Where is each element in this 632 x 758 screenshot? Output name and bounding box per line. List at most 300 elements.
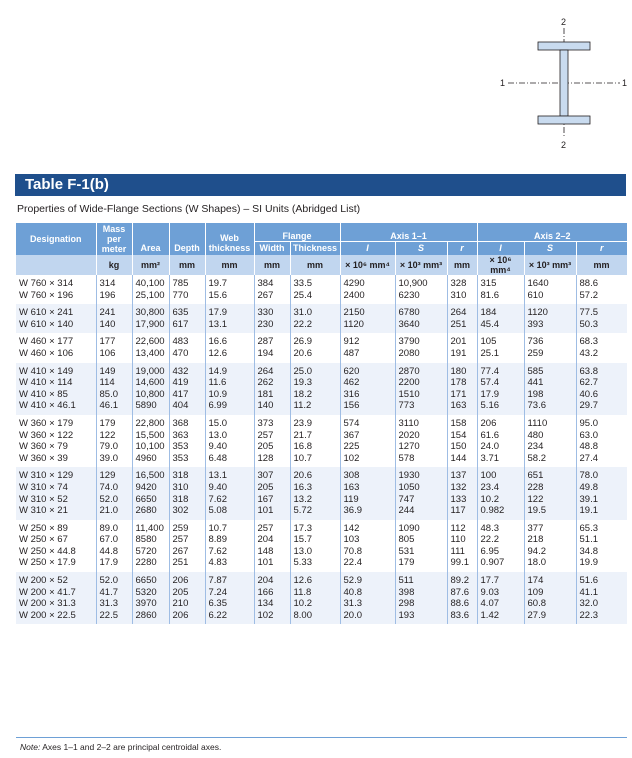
cell-S1 <box>395 520 447 572</box>
value-I1: 308 <box>343 470 360 482</box>
value-r2: 39.1 <box>579 493 599 505</box>
value-web: 9.40 <box>208 481 227 493</box>
cell-r1 <box>447 520 477 572</box>
table-row-group <box>16 415 627 467</box>
cell-thickness <box>290 572 340 624</box>
value-width: 264 <box>257 365 274 377</box>
value-area: 2680 <box>135 505 157 517</box>
value-thickness: 25.0 <box>293 365 312 377</box>
value-I1: 367 <box>343 429 360 441</box>
value-web: 4.83 <box>208 557 227 569</box>
value-web: 7.24 <box>208 586 227 598</box>
value-S1: 6780 <box>398 307 420 319</box>
cell-depth <box>169 572 205 624</box>
value-S2: 174 <box>527 575 544 587</box>
value-depth: 310 <box>172 481 189 493</box>
value-width: 194 <box>257 347 274 359</box>
axis-label-2-bottom: 2 <box>561 140 567 150</box>
value-S2: 259 <box>527 347 544 359</box>
cell-depth <box>169 520 205 572</box>
value-area: 17,900 <box>135 318 165 330</box>
value-area: 14,600 <box>135 377 165 389</box>
cell-designation <box>16 415 96 467</box>
value-I2: 61.6 <box>480 429 500 441</box>
value-r2: 43.2 <box>579 347 599 359</box>
value-mass: 52.0 <box>99 493 118 505</box>
unit-width: mm <box>254 255 290 275</box>
value-I1: 2400 <box>343 289 365 301</box>
value-I2: 6.95 <box>480 545 500 557</box>
cell-mass <box>96 363 132 415</box>
value-I2: 81.6 <box>480 289 500 301</box>
value-I1: 70.8 <box>343 545 363 557</box>
value-I2: 100 <box>480 470 497 482</box>
value-I2: 17.7 <box>480 575 500 587</box>
value-S1: 298 <box>398 598 415 610</box>
cell-I2 <box>477 363 524 415</box>
value-r1: 163 <box>450 400 467 412</box>
value-S1: 2020 <box>398 429 420 441</box>
value-S1: 2080 <box>398 347 420 359</box>
value-mass: 17.9 <box>99 557 118 569</box>
cell-I1 <box>340 304 395 333</box>
value-width: 148 <box>257 545 274 557</box>
value-web: 9.40 <box>208 441 227 453</box>
value-I2: 22.2 <box>480 534 500 546</box>
value-depth: 353 <box>172 441 189 453</box>
value-thickness: 31.0 <box>293 307 312 319</box>
value-width: 205 <box>257 441 274 453</box>
value-width: 204 <box>257 534 274 546</box>
value-thickness: 12.6 <box>293 575 312 587</box>
cell-I2 <box>477 520 524 572</box>
value-designation: W 360 × 122 <box>19 429 74 441</box>
cell-web <box>205 415 254 467</box>
cell-depth <box>169 415 205 467</box>
value-width: 181 <box>257 388 274 400</box>
unit-r2: mm <box>576 255 627 275</box>
cell-web <box>205 467 254 519</box>
value-depth: 617 <box>172 318 189 330</box>
value-designation: W 410 × 85 <box>19 388 68 400</box>
cell-S2 <box>524 275 576 304</box>
table-row-group <box>16 363 627 415</box>
value-depth: 417 <box>172 388 189 400</box>
value-depth: 483 <box>172 336 189 348</box>
header-S-axis2: S <box>524 242 576 256</box>
value-S1: 578 <box>398 452 415 464</box>
value-I1: 574 <box>343 417 360 429</box>
cell-mass <box>96 467 132 519</box>
value-r1: 251 <box>450 318 467 330</box>
value-web: 14.9 <box>208 365 227 377</box>
value-width: 128 <box>257 452 274 464</box>
value-S2: 1110 <box>527 417 548 429</box>
value-r1: 99.1 <box>450 557 470 569</box>
cell-I2 <box>477 467 524 519</box>
value-I1: 462 <box>343 377 360 389</box>
value-area: 15,500 <box>135 429 165 441</box>
value-mass: 89.0 <box>99 522 118 534</box>
value-web: 13.1 <box>208 470 227 482</box>
cell-area <box>132 275 169 304</box>
value-web: 6.22 <box>208 609 227 621</box>
value-designation: W 760 × 196 <box>19 289 74 301</box>
value-r1: 310 <box>450 289 467 301</box>
value-depth: 635 <box>172 307 189 319</box>
cell-width <box>254 520 290 572</box>
value-r1: 178 <box>450 377 467 389</box>
cell-width <box>254 415 290 467</box>
value-I2: 10.2 <box>480 493 500 505</box>
cell-S1 <box>395 275 447 304</box>
value-r2: 40.6 <box>579 388 599 400</box>
table-subtitle: Properties of Wide-Flange Sections (W Shapes) – SI Units (Abridged List) <box>17 203 361 215</box>
table-row-group <box>16 304 627 333</box>
value-S1: 398 <box>398 586 415 598</box>
value-depth: 251 <box>172 557 189 569</box>
value-S2: 19.5 <box>527 505 547 517</box>
value-r1: 201 <box>450 336 467 348</box>
value-r2: 27.4 <box>579 452 599 464</box>
value-width: 204 <box>257 575 274 587</box>
value-area: 5890 <box>135 400 157 412</box>
value-thickness: 13.0 <box>293 545 312 557</box>
value-area: 13,400 <box>135 347 165 359</box>
value-r2: 50.3 <box>579 318 599 330</box>
value-S1: 3110 <box>398 417 419 429</box>
value-depth: 206 <box>172 575 189 587</box>
value-mass: 46.1 <box>99 400 118 412</box>
value-I1: 225 <box>343 441 360 453</box>
value-area: 19,000 <box>135 365 165 377</box>
value-S2: 610 <box>527 289 544 301</box>
header-web-line: Web <box>220 233 239 243</box>
value-web: 5.08 <box>208 505 227 517</box>
value-S2: 27.9 <box>527 609 547 621</box>
value-mass: 22.5 <box>99 609 118 621</box>
value-I1: 102 <box>343 452 360 464</box>
value-S1: 1270 <box>398 441 420 453</box>
unit-r1: mm <box>447 255 477 275</box>
value-S2: 58.2 <box>527 452 547 464</box>
unit-mass: kg <box>96 255 132 275</box>
value-mass: 85.0 <box>99 388 118 400</box>
cell-S2 <box>524 415 576 467</box>
value-r2: 63.0 <box>579 429 599 441</box>
value-S2: 1120 <box>527 307 548 319</box>
value-width: 205 <box>257 481 274 493</box>
cell-I1 <box>340 572 395 624</box>
value-r1: 88.6 <box>450 598 470 610</box>
cell-web <box>205 520 254 572</box>
header-axis-1-1: Axis 1–1 <box>340 223 477 242</box>
value-depth: 206 <box>172 609 189 621</box>
header-flange-thickness: Thickness <box>290 242 340 256</box>
value-S1: 511 <box>398 575 414 587</box>
value-web: 11.6 <box>208 377 227 389</box>
value-mass: 196 <box>99 289 116 301</box>
value-r2: 68.3 <box>579 336 599 348</box>
value-S1: 1050 <box>398 481 420 493</box>
header-web-thickness <box>205 223 254 255</box>
cell-I2 <box>477 572 524 624</box>
cell-r1 <box>447 333 477 362</box>
value-I2: 17.9 <box>480 388 500 400</box>
value-I1: 487 <box>343 347 360 359</box>
value-designation: W 200 × 52 <box>19 575 68 587</box>
value-r1: 191 <box>450 347 467 359</box>
value-designation: W 460 × 177 <box>19 336 74 348</box>
cell-designation <box>16 363 96 415</box>
cell-designation <box>16 275 96 304</box>
cell-r2 <box>576 520 627 572</box>
value-web: 16.6 <box>208 336 227 348</box>
cell-mass <box>96 275 132 304</box>
value-thickness: 15.7 <box>293 534 312 546</box>
value-S1: 2870 <box>398 365 420 377</box>
value-designation: W 310 × 21 <box>19 505 68 517</box>
cell-I2 <box>477 304 524 333</box>
value-I2: 0.907 <box>480 557 505 569</box>
value-thickness: 25.4 <box>293 289 312 301</box>
value-width: 101 <box>257 557 274 569</box>
table-body <box>16 275 627 624</box>
cell-area <box>132 467 169 519</box>
value-depth: 363 <box>172 429 189 441</box>
value-thickness: 19.3 <box>293 377 312 389</box>
value-S1: 3640 <box>398 318 420 330</box>
table-row-group <box>16 572 627 624</box>
value-depth: 210 <box>172 598 189 610</box>
value-web: 15.0 <box>208 417 227 429</box>
value-I2: 3.71 <box>480 452 500 464</box>
axis-label-1-right: 1 <box>622 78 628 88</box>
cell-area <box>132 304 169 333</box>
value-I2: 0.982 <box>480 505 505 517</box>
value-thickness: 18.2 <box>293 388 312 400</box>
value-mass: 21.0 <box>99 505 118 517</box>
cell-designation <box>16 467 96 519</box>
cell-I1 <box>340 520 395 572</box>
value-I1: 316 <box>343 388 360 400</box>
cell-r1 <box>447 467 477 519</box>
value-designation: W 410 × 149 <box>19 365 74 377</box>
value-I1: 620 <box>343 365 360 377</box>
value-area: 4960 <box>135 452 157 464</box>
value-S1: 244 <box>398 505 415 517</box>
table-title-bar <box>15 174 626 196</box>
value-web: 19.7 <box>208 278 227 289</box>
value-thickness: 13.2 <box>293 493 312 505</box>
cell-S2 <box>524 363 576 415</box>
value-depth: 267 <box>172 545 189 557</box>
value-I1: 22.4 <box>343 557 363 569</box>
value-designation: W 250 × 89 <box>19 522 68 534</box>
cell-r1 <box>447 304 477 333</box>
value-I2: 1.42 <box>480 609 500 621</box>
cell-r1 <box>447 275 477 304</box>
table-row-group <box>16 467 627 519</box>
value-r1: 150 <box>450 441 467 453</box>
value-mass: 52.0 <box>99 575 118 587</box>
header-r-axis1: r <box>447 242 477 256</box>
table-row-group <box>16 275 627 304</box>
note-text: Axes 1–1 and 2–2 are principal centroidal axes. <box>42 742 222 752</box>
table-title: Table F-1(b) <box>25 176 109 193</box>
value-area: 6650 <box>135 575 157 587</box>
value-web: 10.9 <box>208 388 227 400</box>
table-row-group <box>16 333 627 362</box>
unit-I2: × 10⁶ mm⁴ <box>477 255 524 275</box>
value-depth: 257 <box>172 534 189 546</box>
value-r2: 19.1 <box>579 505 599 517</box>
cell-S2 <box>524 333 576 362</box>
value-mass: 67.0 <box>99 534 118 546</box>
header-flange: Flange <box>254 223 340 242</box>
value-I2: 57.4 <box>480 377 500 389</box>
value-designation: W 460 × 106 <box>19 347 74 359</box>
value-web: 12.6 <box>208 347 227 359</box>
value-mass: 41.7 <box>99 586 118 598</box>
table-row-group <box>16 520 627 572</box>
value-S1: 1930 <box>398 470 420 482</box>
value-S2: 198 <box>527 388 544 400</box>
value-S2: 73.6 <box>527 400 547 412</box>
value-width: 384 <box>257 278 274 289</box>
cell-depth <box>169 333 205 362</box>
cell-width <box>254 304 290 333</box>
value-thickness: 22.2 <box>293 318 312 330</box>
value-width: 257 <box>257 429 274 441</box>
value-designation: W 310 × 52 <box>19 493 68 505</box>
value-I2: 23.4 <box>480 481 500 493</box>
header-I-axis1: I <box>340 242 395 256</box>
value-S2: 218 <box>527 534 544 546</box>
value-r2: 57.2 <box>579 289 599 301</box>
header-web-line: thickness <box>208 243 251 253</box>
value-depth: 470 <box>172 347 189 359</box>
value-r1: 111 <box>450 545 465 557</box>
value-I2: 5.16 <box>480 400 500 412</box>
value-web: 15.6 <box>208 289 227 301</box>
value-designation: W 760 × 314 <box>19 278 74 289</box>
value-web: 7.62 <box>208 493 227 505</box>
unit-web: mm <box>205 255 254 275</box>
value-width: 262 <box>257 377 274 389</box>
value-I2: 45.4 <box>480 318 500 330</box>
value-S1: 773 <box>398 400 415 412</box>
value-depth: 318 <box>172 493 189 505</box>
cell-r1 <box>447 363 477 415</box>
header-I-axis2: I <box>477 242 524 256</box>
unit-thickness: mm <box>290 255 340 275</box>
cell-web <box>205 275 254 304</box>
value-I1: 119 <box>343 493 359 505</box>
value-depth: 318 <box>172 470 189 482</box>
value-depth: 432 <box>172 365 189 377</box>
cell-S1 <box>395 333 447 362</box>
value-mass: 106 <box>99 347 116 359</box>
value-mass: 140 <box>99 318 116 330</box>
value-S2: 393 <box>527 318 544 330</box>
value-thickness: 10.7 <box>293 452 312 464</box>
value-thickness: 21.7 <box>293 429 312 441</box>
value-designation: W 410 × 114 <box>19 377 73 389</box>
cell-I1 <box>340 333 395 362</box>
value-area: 2280 <box>135 557 157 569</box>
value-width: 307 <box>257 470 274 482</box>
value-depth: 404 <box>172 400 189 412</box>
value-web: 7.87 <box>208 575 227 587</box>
value-r2: 22.3 <box>579 609 599 621</box>
value-S2: 651 <box>527 470 544 482</box>
cell-area <box>132 333 169 362</box>
value-I1: 31.3 <box>343 598 363 610</box>
value-I1: 52.9 <box>343 575 363 587</box>
value-r2: 51.1 <box>579 534 599 546</box>
value-designation: W 250 × 67 <box>19 534 68 546</box>
value-mass: 79.0 <box>99 441 118 453</box>
value-r1: 83.6 <box>450 609 470 621</box>
cell-I1 <box>340 415 395 467</box>
value-S2: 228 <box>527 481 544 493</box>
value-I1: 20.0 <box>343 609 363 621</box>
cell-designation <box>16 304 96 333</box>
cell-S1 <box>395 467 447 519</box>
unit-S1: × 10³ mm³ <box>395 255 447 275</box>
cell-I1 <box>340 275 395 304</box>
unit-depth: mm <box>169 255 205 275</box>
value-area: 9420 <box>135 481 157 493</box>
value-designation: W 610 × 241 <box>19 307 74 319</box>
value-I2: 48.3 <box>480 522 500 534</box>
header-S-axis1: S <box>395 242 447 256</box>
value-thickness: 16.3 <box>293 481 312 493</box>
value-width: 140 <box>257 400 274 412</box>
value-r2: 19.9 <box>579 557 599 569</box>
value-thickness: 11.2 <box>293 400 312 412</box>
value-r1: 137 <box>450 470 467 482</box>
cell-area <box>132 572 169 624</box>
value-thickness: 20.6 <box>293 470 312 482</box>
value-I2: 184 <box>480 307 497 319</box>
value-depth: 419 <box>172 377 189 389</box>
value-S2: 480 <box>527 429 544 441</box>
value-r1: 264 <box>450 307 467 319</box>
value-r1: 132 <box>450 481 467 493</box>
value-S2: 60.8 <box>527 598 547 610</box>
header-mass <box>96 223 132 255</box>
value-depth: 259 <box>172 522 189 534</box>
value-S1: 1510 <box>398 388 420 400</box>
cell-area <box>132 363 169 415</box>
value-r2: 48.8 <box>579 441 599 453</box>
cell-web <box>205 363 254 415</box>
value-mass: 177 <box>99 336 116 348</box>
value-mass: 44.8 <box>99 545 118 557</box>
header-mass-line: meter <box>101 244 127 254</box>
cell-thickness <box>290 333 340 362</box>
value-web: 8.89 <box>208 534 227 546</box>
value-web: 6.99 <box>208 400 227 412</box>
value-I1: 156 <box>343 400 360 412</box>
cell-r1 <box>447 572 477 624</box>
cell-r2 <box>576 467 627 519</box>
value-S1: 747 <box>398 493 415 505</box>
value-S2: 94.2 <box>527 545 547 557</box>
value-thickness: 11.8 <box>293 586 312 598</box>
